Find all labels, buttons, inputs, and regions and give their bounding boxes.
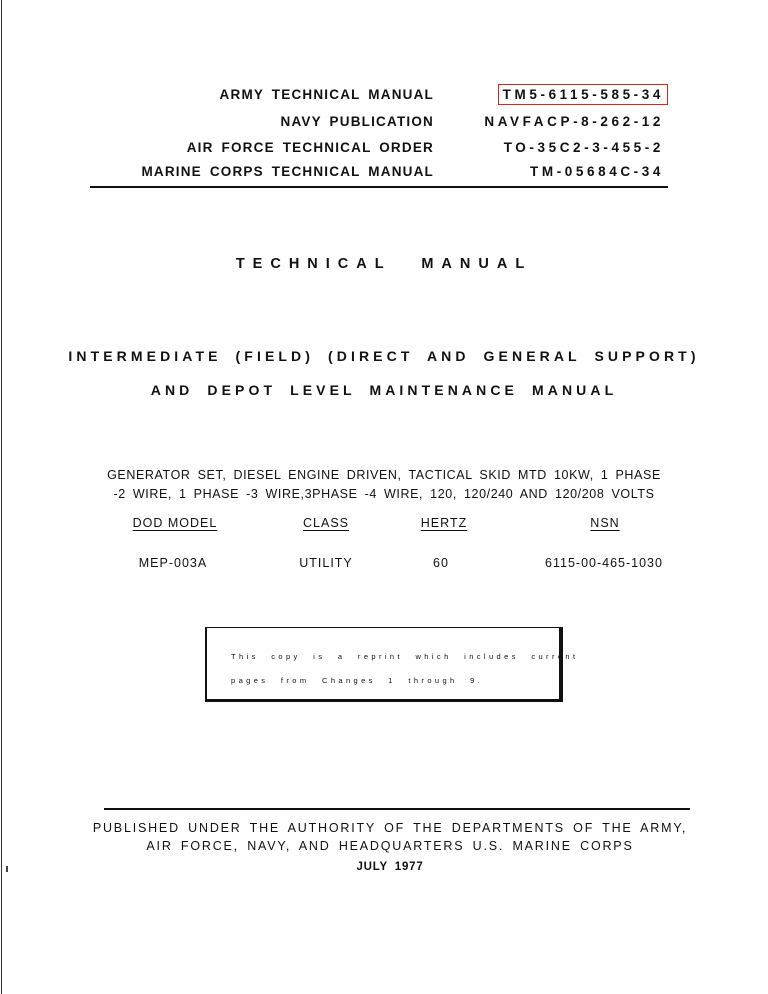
notice-line-2: pages from Changes 1 through 9.	[231, 676, 484, 685]
publication-date: JULY 1977	[356, 861, 424, 873]
title-line-2: AND DEPOT LEVEL MAINTENANCE MANUAL	[150, 382, 618, 398]
description-line-1: GENERATOR SET, DIESEL ENGINE DRIVEN, TACTICAL SKID MTD 10KW, 1 PHASE	[107, 468, 661, 482]
header-divider	[90, 186, 668, 188]
notice-line-1: This copy is a reprint which includes current	[231, 652, 579, 661]
highlight-box	[498, 84, 668, 105]
header-hertz: HERTZ	[420, 516, 468, 530]
footer-line-2: AIR FORCE, NAVY, AND HEADQUARTERS U.S. MARINE CORPS	[146, 839, 634, 853]
pub-row-marine-corps	[0, 164, 768, 184]
pub-row-air-force	[0, 140, 768, 160]
pub-number: TM-05684C-34	[530, 164, 664, 179]
pub-label: ARMY TECHNICAL MANUAL	[219, 87, 434, 102]
header-dod-model: DOD MODEL	[132, 516, 218, 530]
value-nsn: 6115-00-465-1030	[545, 556, 663, 570]
footer-divider	[104, 808, 690, 810]
pub-row-navy	[0, 114, 768, 134]
pub-number: TM5-6115-585-34	[502, 87, 664, 102]
footer-line-1: PUBLISHED UNDER THE AUTHORITY OF THE DEPARTMENTS OF THE ARMY,	[92, 821, 688, 835]
reprint-notice-box	[205, 627, 579, 702]
value-class: UTILITY	[299, 556, 353, 570]
pub-label: NAVY PUBLICATION	[280, 114, 434, 129]
title-line-1: INTERMEDIATE (FIELD) (DIRECT AND GENERAL SUPPORT)	[68, 348, 700, 364]
header-nsn: NSN	[590, 516, 620, 530]
value-dod-model: MEP-003A	[138, 556, 208, 570]
pub-label: AIR FORCE TECHNICAL ORDER	[186, 140, 434, 155]
header-class: CLASS	[303, 516, 349, 530]
pub-number: NAVFACP-8-262-12	[484, 114, 664, 129]
pub-number: TO-35C2-3-455-2	[503, 140, 664, 155]
pub-label: MARINE CORPS TECHNICAL MANUAL	[141, 164, 434, 179]
description-line-2: -2 WIRE, 1 PHASE -3 WIRE,3PHASE -4 WIRE, 120, 120/240 AND 120/208 VOLTS	[113, 487, 655, 501]
value-hertz: 60	[433, 556, 449, 570]
document-type: TECHNICAL MANUAL	[235, 256, 533, 272]
